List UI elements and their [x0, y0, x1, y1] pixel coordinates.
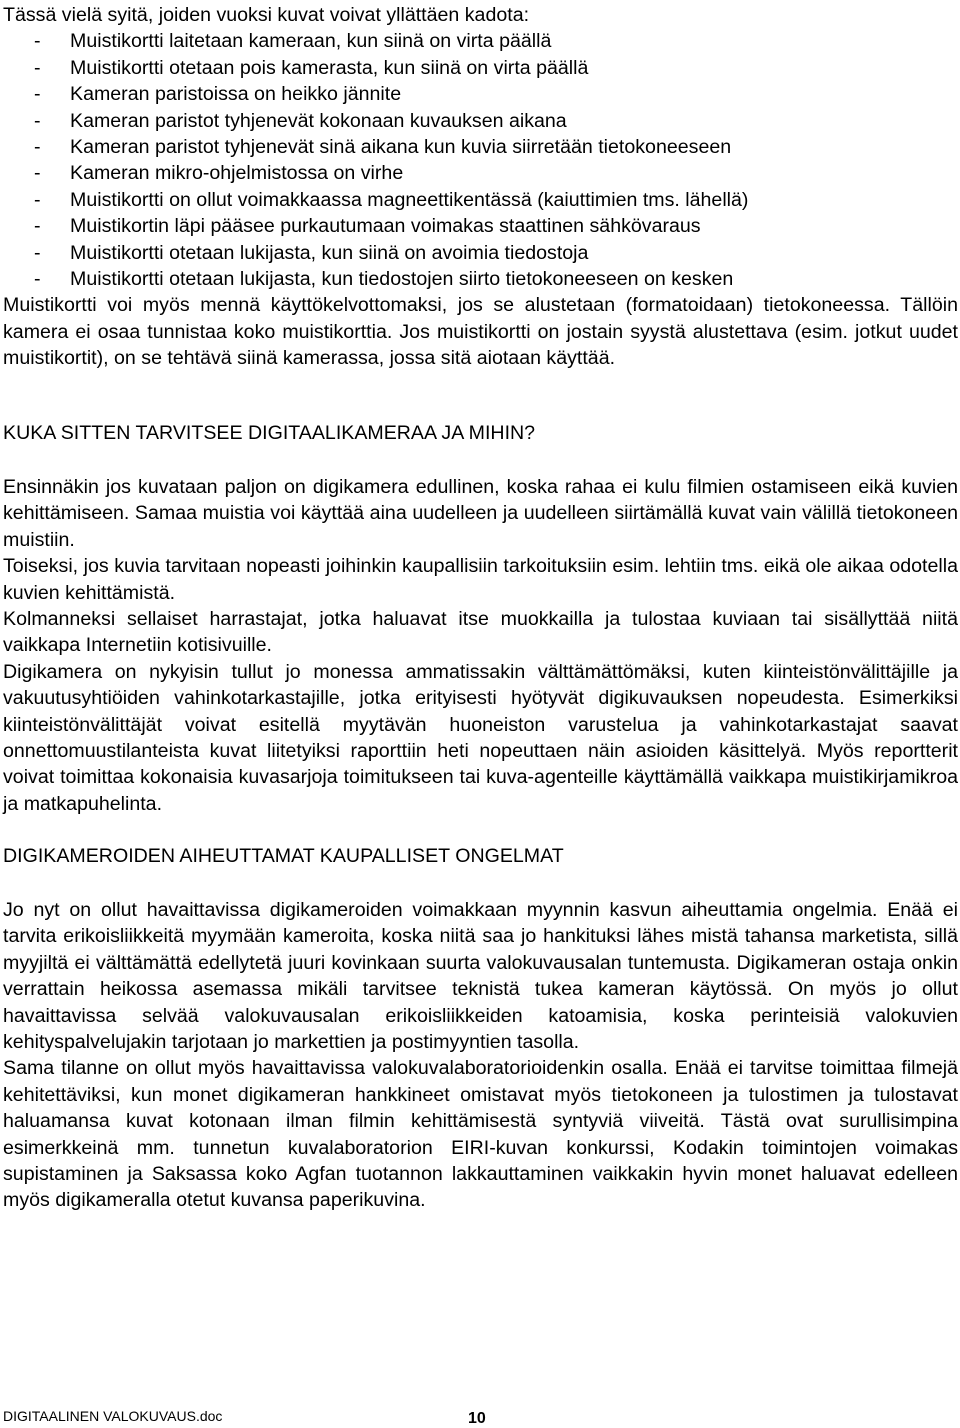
intro-block	[3, 2, 958, 372]
list-item	[3, 187, 958, 213]
dash-bullet: -	[34, 188, 41, 211]
list-item-text: Muistikortti otetaan pois kamerasta, kun siinä on virta päällä	[70, 56, 589, 79]
list-item-text: Muistikortin läpi pääsee purkautumaan voimakas staattinen sähkövaraus	[70, 215, 701, 238]
list-item-text: Muistikortti on ollut voimakkaassa magneettikentässä (kaiuttimien tms. lähellä)	[70, 188, 749, 211]
paragraph: Digikamera on nykyisin tullut jo monessa ammatissakin välttämättömäksi, kuten kiinteistönvälittäjille ja vakuutusyhtiöiden vahinkotarkastajille, jotka erityisesti hyötyvät digikuvauksen nopeudesta. Esimerkiksi kiinteistönvälittäjät voivat esitellä myytävän huoneiston varustelua ja vahinkotarkastajat saavat onnettomuustilanteista kuvat liitetyiksi raporttiin heti nopeuttaen näin asioiden käsittelyä. Myös reportterit voivat toimittaa kokonaisia kuvasarjoja toimitukseen tai kuva-agenteille käyttämällä vaikkapa muistikirjamikroa ja matkapuhelinta.	[3, 660, 958, 815]
list-item	[3, 134, 958, 160]
dash-bullet: -	[34, 30, 41, 53]
list-item-text: Muistikortti otetaan lukijasta, kun tiedostojen siirto tietokoneeseen on kesken	[70, 268, 734, 291]
section-body-commercial-problems	[3, 897, 958, 1214]
list-item-text: Kameran paristot tyhjenevät kokonaan kuvauksen aikana	[70, 109, 567, 132]
paragraph: Ensinnäkin jos kuvataan paljon on digikamera edullinen, koska rahaa ei kulu filmien ostamiseen eikä kuvien kehittämiseen. Samaa muistia voi käyttää aina uudelleen ja uudelleen siirtämällä kuvat vain välillä tietokoneen muistiin.	[3, 476, 958, 551]
paragraph: Sama tilanne on ollut myös havaittavissa valokuvalaboratorioidenkin osalla. Enää ei tarvitse toimittaa filmejä kehitettäviksi, kun monet digikameran hankkineet omistavat myös tietokoneen ja tulostimen ja tulostavat haluamansa kuvat kotonaan ilman filmin kehittämisestä syntyviä viiveitä. Tästä ovat surullisimpina esimerkkeinä mm. tunnetun kuvalaboratorion EIRI-kuvan konkurssi, Kodakin toimintojen voimakas supistaminen ja Saksassa koko Agfan tuotannon lakkauttaminen vaikkakin hyvin monet haluavat edelleen myös digikameralla otetut kuvansa paperikuvina.	[3, 1057, 958, 1212]
list-item	[3, 160, 958, 186]
dash-bullet: -	[34, 83, 41, 106]
list-item	[3, 108, 958, 134]
list-item	[3, 240, 958, 266]
list-item-text: Kameran paristot tyhjenevät sinä aikana kun kuvia siirretään tietokoneeseen	[70, 136, 732, 159]
section-body-who-needs	[3, 474, 958, 817]
paragraph: Toiseksi, jos kuvia tarvitaan nopeasti joihinkin kaupallisiin tarkoituksiin esim. lehtiin tms. eikä ole aikaa odotella kuvien kehittämistä.	[3, 555, 958, 604]
paragraph: Kolmanneksi sellaiset harrastajat, jotka haluavat itse muokkailla ja tulostaa kuviaan tai sisällyttää niitä vaikkapa Internetiin kotisivuille.	[3, 608, 958, 657]
dash-bullet: -	[34, 268, 41, 291]
list-item	[3, 213, 958, 239]
list-item	[3, 266, 958, 292]
causes-list	[3, 28, 958, 292]
dash-bullet: -	[34, 136, 41, 159]
list-item-text: Muistikortti otetaan lukijasta, kun siinä on avoimia tiedostoja	[70, 241, 589, 264]
footer-filename: DIGITAALINEN VALOKUVAUS.doc	[3, 1408, 223, 1424]
list-item-text: Kameran paristoissa on heikko jännite	[70, 83, 402, 106]
list-item	[3, 28, 958, 54]
footer-page-number: 10	[468, 1410, 486, 1427]
intro-line: Tässä vielä syitä, joiden vuoksi kuvat voivat yllättäen kadota:	[3, 4, 530, 26]
dash-bullet: -	[34, 56, 41, 79]
list-item-text: Muistikortti laitetaan kameraan, kun siinä on virta päällä	[70, 30, 552, 53]
section-heading-who-needs: KUKA SITTEN TARVITSEE DIGITAALIKAMERAA JA MIHIN?	[3, 422, 536, 444]
format-paragraph: Muistikortti voi myös mennä käyttökelvottomaksi, jos se alustetaan (formatoidaan) tietokoneessa. Tällöin kamera ei osaa tunnistaa koko muistikorttia. Jos muistikortti on jostain syystä alustettava (esim. jotkut uudet muistikortit), on se tehtävä siinä kamerassa, jossa sitä aiotaan käyttää.	[3, 294, 958, 370]
paragraph: Jo nyt on ollut havaittavissa digikameroiden voimakkaan myynnin kasvun aiheuttamia ongelmia. Enää ei tarvita erikoisliikkeitä myymään kameroita, koska niitä saa jo hankituksi lähes mistä tahansa marketista, sillä myyjiltä ei välttämättä edellytetä juuri kovinkaan suurta valokuvausalan tuntemusta. Digikameran ostaja onkin verrattain heikossa asemassa mikäli tarvitsee teknistä tukea kameran käytössä. On myös jo ollut havaittavissa selvää valokuvausalan erikoisliikkeiden katoamisia, koska perinteisiä valokuvien kehityspalvelujakin tarjotaan jo markettien ja postimyyntien tasolla.	[3, 899, 958, 1054]
dash-bullet: -	[34, 215, 41, 238]
dash-bullet: -	[34, 162, 41, 185]
list-item-text: Kameran mikro-ohjelmistossa on virhe	[70, 162, 404, 185]
list-item	[3, 81, 958, 107]
list-item	[3, 55, 958, 81]
section-heading-commercial-problems: DIGIKAMEROIDEN AIHEUTTAMAT KAUPALLISET ONGELMAT	[3, 845, 564, 867]
dash-bullet: -	[34, 109, 41, 132]
dash-bullet: -	[34, 241, 41, 264]
